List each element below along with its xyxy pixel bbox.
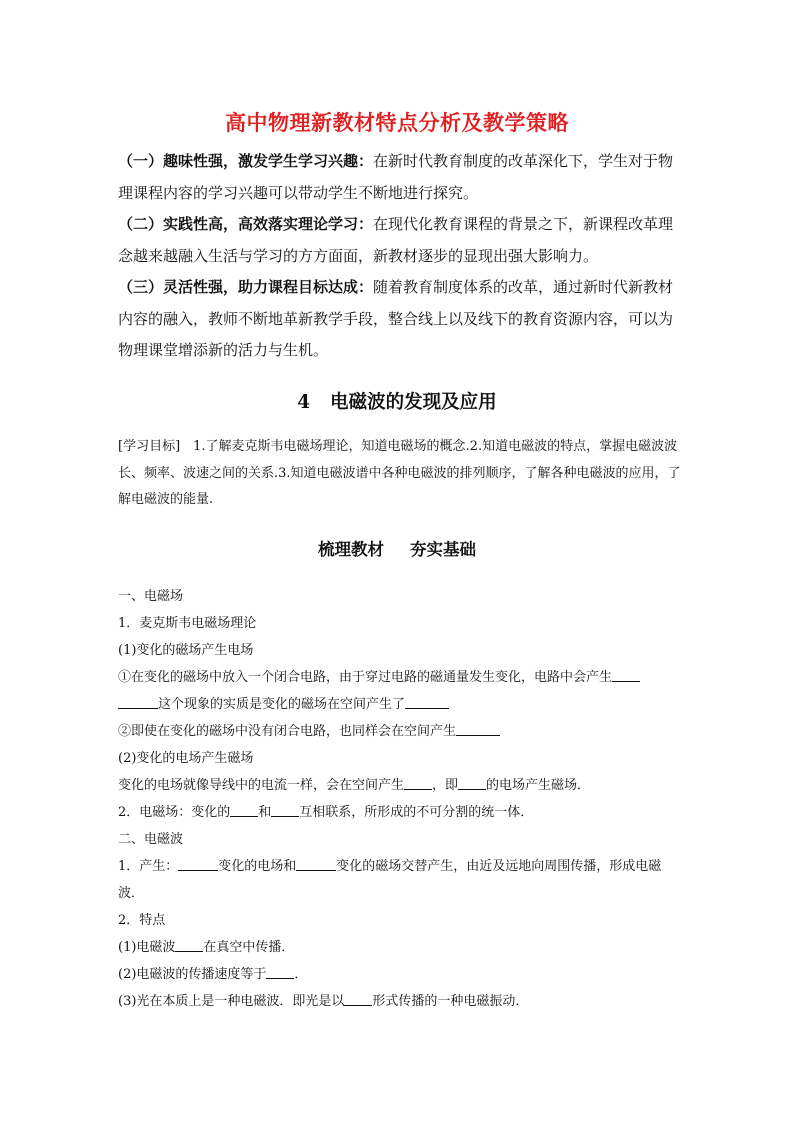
- text: 的电场产生磁场．: [486, 778, 591, 793]
- fill-blank[interactable]: [404, 776, 432, 790]
- intro-heading-2: （二）实践性高，高效落实理论学习：: [118, 215, 374, 233]
- text: 变化的电场和: [218, 859, 297, 874]
- fill-blank[interactable]: [296, 857, 336, 871]
- text: (3)光在本质上是一种电磁波．即光是以: [118, 994, 345, 1009]
- fill-blank[interactable]: [612, 668, 640, 682]
- fill-blank[interactable]: [271, 803, 299, 817]
- intro-text-3: 随着教育制度体系的改革，通过新时代新教材内容的融入，教师不断地革新教学手段，整合线上以及线下的教育资源内容，可以为物理课堂增添新的活力与生机。: [118, 278, 674, 359]
- text: 2．电磁场：变化的: [118, 805, 231, 820]
- item-no-closed-circuit: [118, 718, 683, 745]
- subheading-left: 梳理教材: [318, 540, 384, 559]
- text: 变化的磁场交替产生，由近及远地向周围传播，形成电磁波．: [118, 859, 662, 901]
- item-changing-magnetic-field: (1)变化的磁场产生电场: [118, 643, 254, 658]
- intro-paragraph-3: [118, 272, 683, 367]
- item-changing-electric-field: (2)变化的电场产生磁场: [118, 751, 254, 766]
- text: 在真空中传播．: [203, 940, 295, 955]
- text: 和: [258, 805, 272, 820]
- heading-features: 2．特点: [118, 913, 166, 928]
- subheading-right: 夯实基础: [410, 540, 476, 559]
- section-title: 电磁波的发现及应用: [330, 392, 497, 413]
- item-essence: [118, 691, 683, 718]
- item-generation: [118, 853, 683, 907]
- fill-blank[interactable]: [266, 965, 294, 979]
- text: ①在变化的磁场中放入一个闭合电路，由于穿过电路的磁通量发生变化，电路中会产生: [118, 670, 613, 685]
- fill-blank[interactable]: [178, 857, 218, 871]
- text: (2)电磁波的传播速度等于: [118, 967, 267, 982]
- fill-blank[interactable]: [458, 776, 486, 790]
- fill-blank[interactable]: [230, 803, 258, 817]
- intro-heading-1: （一）趣味性强，激发学生学习兴趣：: [118, 152, 374, 170]
- text: 变化的电场就像导线中的电流一样，会在空间产生: [118, 778, 405, 793]
- intro-text-2: 在现代化教育课程的背景之下，新课程改革理念越来越融入生活与学习的方方面面，新教材逐步的显现出强大影响力。: [118, 215, 674, 265]
- text: ．: [294, 967, 308, 982]
- item-speed: [118, 961, 683, 988]
- text: 形式传播的一种电磁振动．: [372, 994, 529, 1009]
- intro-text-1: 在新时代教育制度的改革深化下，学生对于物理课程内容的学习兴趣可以带动学生不断地进行探究。: [118, 152, 674, 202]
- intro-paragraph-2: [118, 209, 683, 272]
- intro-paragraph-1: [118, 146, 683, 209]
- content-body: [118, 583, 683, 1015]
- heading-em-wave: 二、电磁波: [118, 832, 184, 847]
- item-closed-circuit: [118, 664, 683, 691]
- page-title: 高中物理新教材特点分析及教学策略: [225, 111, 569, 135]
- item-electric-current-analogy: [118, 772, 683, 799]
- subheading: [0, 536, 794, 560]
- text: ②即使在变化的磁场中没有闭合电路，也同样会在空间产生: [118, 724, 457, 739]
- section-heading: [0, 388, 794, 414]
- fill-blank[interactable]: [405, 695, 449, 709]
- intro-heading-3: （三）灵活性强，助力课程目标达成：: [118, 278, 374, 296]
- fill-blank[interactable]: [175, 938, 203, 952]
- section-number: 4: [297, 392, 311, 413]
- text: 1．产生：: [118, 859, 179, 874]
- text: 这个现象的实质是变化的磁场在空间产生了: [158, 697, 406, 712]
- text: ，即: [432, 778, 459, 793]
- intro-section: [118, 146, 683, 367]
- fill-blank[interactable]: [118, 695, 158, 709]
- text: (1)电磁波: [118, 940, 176, 955]
- item-em-field-definition: [118, 799, 683, 826]
- fill-blank[interactable]: [456, 722, 500, 736]
- item-vacuum: [118, 934, 683, 961]
- item-light: [118, 988, 683, 1015]
- learning-objectives: [学习目标] 1.了解麦克斯韦电磁场理论，知道电磁场的概念.2.知道电磁波的特点，掌握电磁波波长、频率、波速之间的关系.3.知道电磁波谱中各种电磁波的排列顺序，了解各种电磁波的应用，了解电磁波的能量.: [118, 439, 681, 507]
- text: 互相联系，所形成的不可分割的统一体．: [299, 805, 534, 820]
- heading-em-field: 一、电磁场: [118, 589, 184, 604]
- fill-blank[interactable]: [344, 992, 372, 1006]
- heading-maxwell-theory: 1．麦克斯韦电磁场理论: [118, 616, 257, 631]
